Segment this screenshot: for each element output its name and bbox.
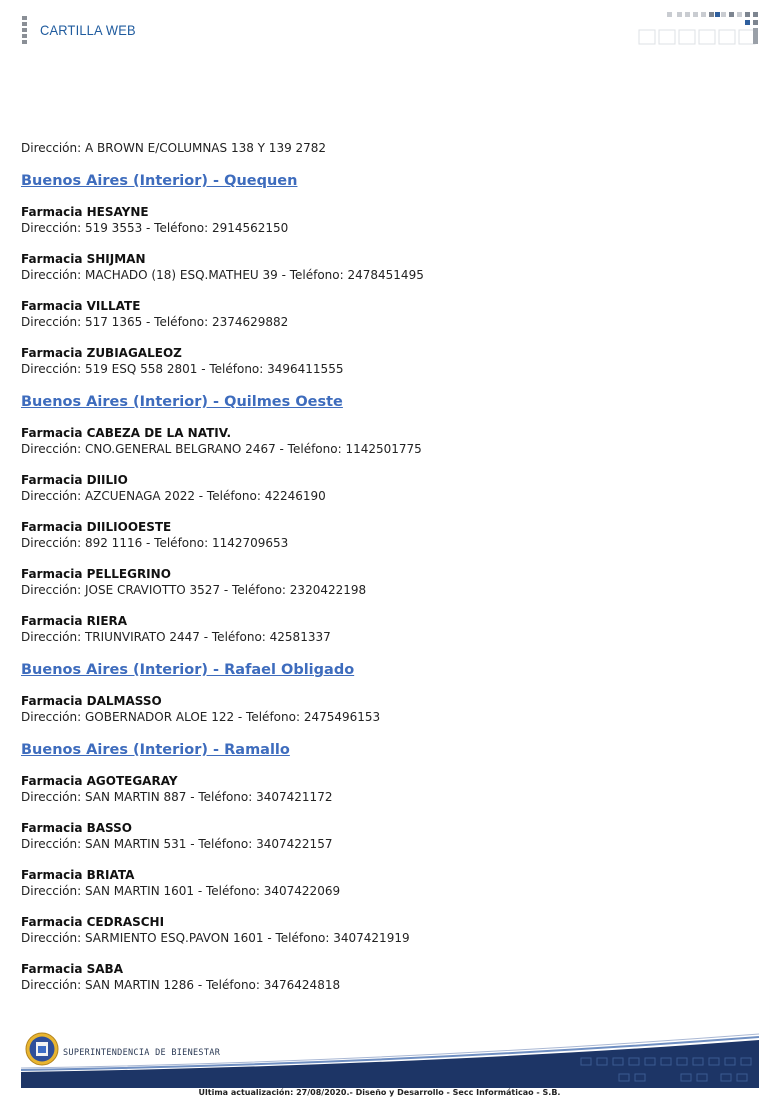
pharmacy-name: Farmacia ZUBIAGALEOZ [21, 346, 182, 360]
list-item [21, 472, 741, 504]
pharmacy-address: Dirección: SAN MARTIN 531 - Teléfono: 3407422157 [21, 837, 333, 851]
page-footer [21, 1028, 759, 1088]
pharmacy-address: Dirección: TRIUNVIRATO 2447 - Teléfono: 42581337 [21, 630, 331, 644]
pharmacy-address: Dirección: 517 1365 - Teléfono: 2374629882 [21, 315, 289, 329]
footer-organization: SUPERINTENDENCIA DE BIENESTAR [63, 1048, 221, 1058]
pharmacy-name: Farmacia BRIATA [21, 868, 135, 882]
pharmacy-address: Dirección: JOSE CRAVIOTTO 3527 - Teléfono: 2320422198 [21, 583, 367, 597]
location-header[interactable]: Buenos Aires (Interior) - Ramallo [21, 742, 290, 758]
pharmacy-name: Farmacia CEDRASCHI [21, 915, 165, 929]
list-item [21, 298, 741, 330]
list-item [21, 519, 741, 551]
header-accent-bar [22, 16, 27, 46]
list-item [21, 914, 741, 946]
pharmacy-address: Dirección: 519 ESQ 558 2801 - Teléfono: 3496411555 [21, 362, 344, 376]
location-header[interactable]: Buenos Aires (Interior) - Rafael Obligado [21, 662, 355, 678]
pharmacy-address: Dirección: MACHADO (18) ESQ.MATHEU 39 - Teléfono: 2478451495 [21, 268, 424, 282]
list-item [21, 566, 741, 598]
footer-update-note: Ultima actualización: 27/08/2020.- Diseño y Desarrollo - Secc Informáticao - S.B. [198, 1088, 561, 1097]
location-group [21, 393, 741, 645]
header-grid-decoration-icon [637, 10, 759, 46]
pharmacy-address: Dirección: SAN MARTIN 1601 - Teléfono: 3407422069 [21, 884, 341, 898]
list-item [21, 820, 741, 852]
location-group [21, 741, 741, 993]
pharmacy-name: Farmacia DIILIO [21, 473, 128, 487]
list-item [21, 867, 741, 899]
location-group [21, 661, 741, 725]
list-item [21, 961, 741, 993]
pharmacy-name: Farmacia PELLEGRINO [21, 567, 171, 581]
list-item [21, 693, 741, 725]
pharmacy-listing [21, 140, 741, 993]
pharmacy-name: Farmacia DALMASSO [21, 694, 162, 708]
pharmacy-address: Dirección: SAN MARTIN 887 - Teléfono: 3407421172 [21, 790, 333, 804]
list-item [21, 204, 741, 236]
list-item [21, 425, 741, 457]
pharmacy-address: Dirección: SAN MARTIN 1286 - Teléfono: 3476424818 [21, 978, 341, 992]
pharmacy-name: Farmacia BASSO [21, 821, 132, 835]
leading-address-line: Dirección: A BROWN E/COLUMNAS 138 Y 139 2782 [21, 141, 327, 155]
location-header[interactable]: Buenos Aires (Interior) - Quilmes Oeste [21, 394, 343, 410]
seal-logo-icon [25, 1032, 59, 1066]
pharmacy-address: Dirección: 892 1116 - Teléfono: 1142709653 [21, 536, 289, 550]
location-header[interactable]: Buenos Aires (Interior) - Quequen [21, 173, 298, 189]
header-title: CARTILLA WEB [40, 22, 136, 38]
list-item [21, 251, 741, 283]
pharmacy-name: Farmacia AGOTEGARAY [21, 774, 178, 788]
footer-wave-band [21, 1028, 759, 1088]
pharmacy-address: Dirección: SARMIENTO ESQ.PAVON 1601 - Teléfono: 3407421919 [21, 931, 410, 945]
pharmacy-address: Dirección: CNO.GENERAL BELGRANO 2467 - Teléfono: 1142501775 [21, 442, 422, 456]
pharmacy-name: Farmacia RIERA [21, 614, 128, 628]
pharmacy-address: Dirección: GOBERNADOR ALOE 122 - Teléfono: 2475496153 [21, 710, 381, 724]
pharmacy-name: Farmacia SHIJMAN [21, 252, 146, 266]
list-item [21, 345, 741, 377]
pharmacy-name: Farmacia HESAYNE [21, 205, 149, 219]
list-item [21, 773, 741, 805]
pharmacy-name: Farmacia DIILIOOESTE [21, 520, 172, 534]
pharmacy-name: Farmacia CABEZA DE LA NATIV. [21, 426, 232, 440]
list-item [21, 613, 741, 645]
pharmacy-name: Farmacia VILLATE [21, 299, 141, 313]
location-group [21, 172, 741, 377]
page-header [0, 0, 759, 60]
pharmacy-address: Dirección: 519 3553 - Teléfono: 2914562150 [21, 221, 289, 235]
pharmacy-name: Farmacia SABA [21, 962, 123, 976]
pharmacy-address: Dirección: AZCUENAGA 2022 - Teléfono: 42246190 [21, 489, 326, 503]
